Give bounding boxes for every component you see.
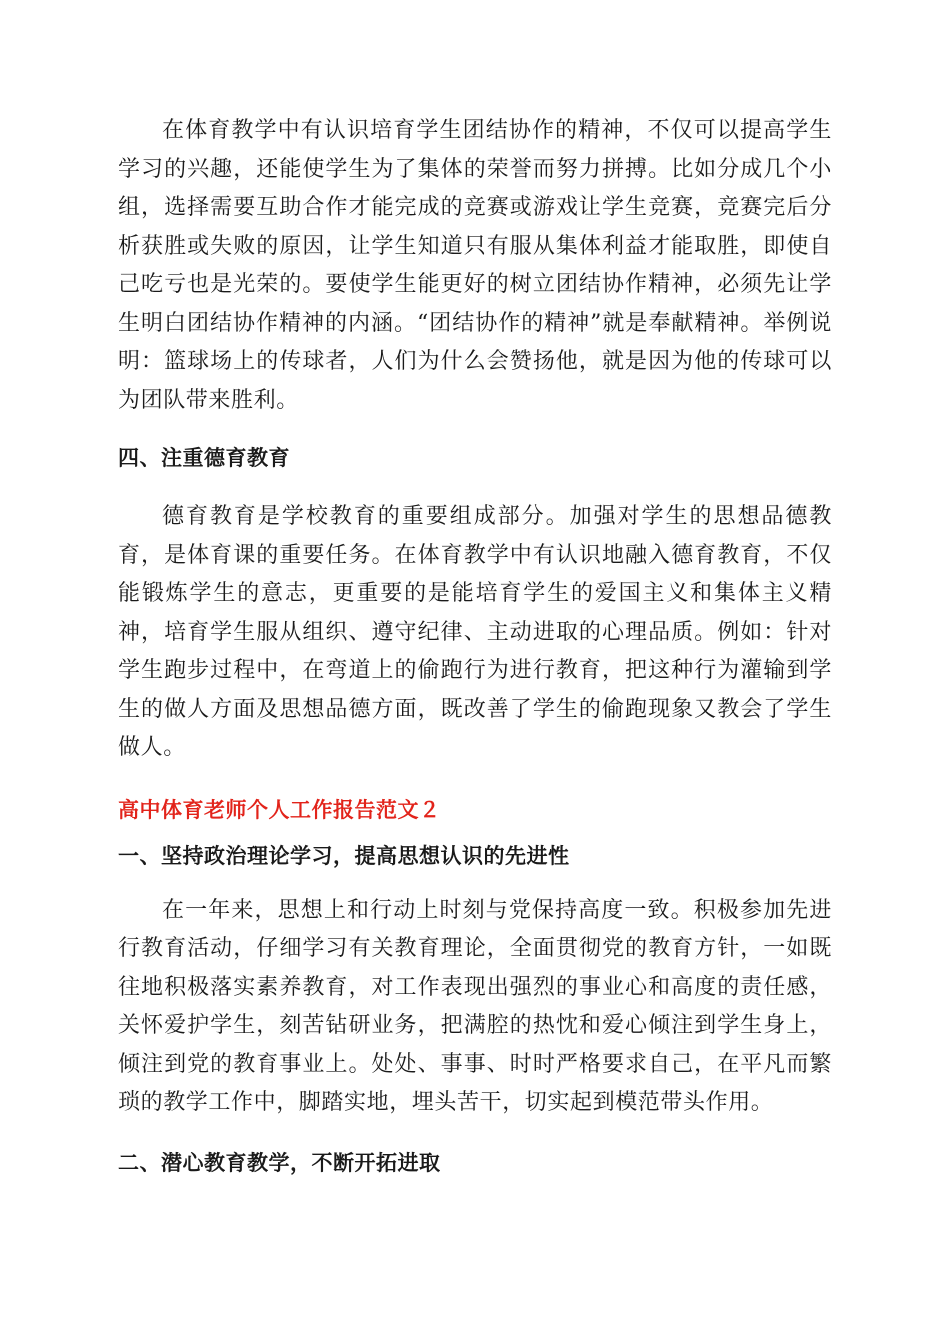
paragraph-moral-education: 德育教育是学校教育的重要组成部分。加强对学生的思想品德教育，是体育课的重要任务。在体育教学中有认识地融入德育教育，不仅能锻炼学生的意志，更重要的是能培育学生的爱国主义和集体主义精神，培育学生服从组织、遵守纪律、主动进取的心理品质。例如：针对学生跑步过程中，在弯道上的偷跑行为进行教育，把这种行为灌输到学生的做人方面及思想品德方面，既改善了学生的偷跑现象又教会了学生做人。 (118, 504, 832, 760)
heading-teaching: 二、潜心教育教学，不断开拓进取 (118, 1150, 441, 1175)
section-title: 高中体育老师个人工作报告范文２ (118, 797, 441, 822)
paragraph-political-study: 在一年来，思想上和行动上时刻与党保持高度一致。积极参加先进行教育活动，仔细学习有关教育理论，全面贯彻党的教育方针，一如既往地积极落实素养教育，对工作表现出强烈的事业心和高度的责任感，关怀爱护学生，刻苦钻研业务，把满腔的热忱和爱心倾注到学生身上，倾注到党的教育事业上。处处、事事、时时严格要求自己，在平凡而繁琐的教学工作中，脚踏实地，埋头苦干，切实起到模范带头作用。 (118, 897, 832, 1115)
heading-political-study: 一、坚持政治理论学习，提高思想认识的先进性 (118, 843, 570, 868)
paragraph-teamwork: 在体育教学中有认识培育学生团结协作的精神，不仅可以提高学生学习的兴趣，还能使学生为了集体的荣誉而努力拼搏。比如分成几个小组，选择需要互助合作才能完成的竞赛或游戏让学生竞赛，竞赛完后分析获胜或失败的原因，让学生知道只有服从集体利益才能取胜，即使自己吃亏也是光荣的。要使学生能更好的树立团结协作精神，必须先让学生明白团结协作精神的内涵。“团结协作的精神”就是奉献精神。举例说明：篮球场上的传球者，人们为什么会赞扬他，就是因为他的传球可以为团队带来胜利。 (118, 118, 832, 413)
heading-moral-education: 四、注重德育教育 (118, 446, 290, 470)
